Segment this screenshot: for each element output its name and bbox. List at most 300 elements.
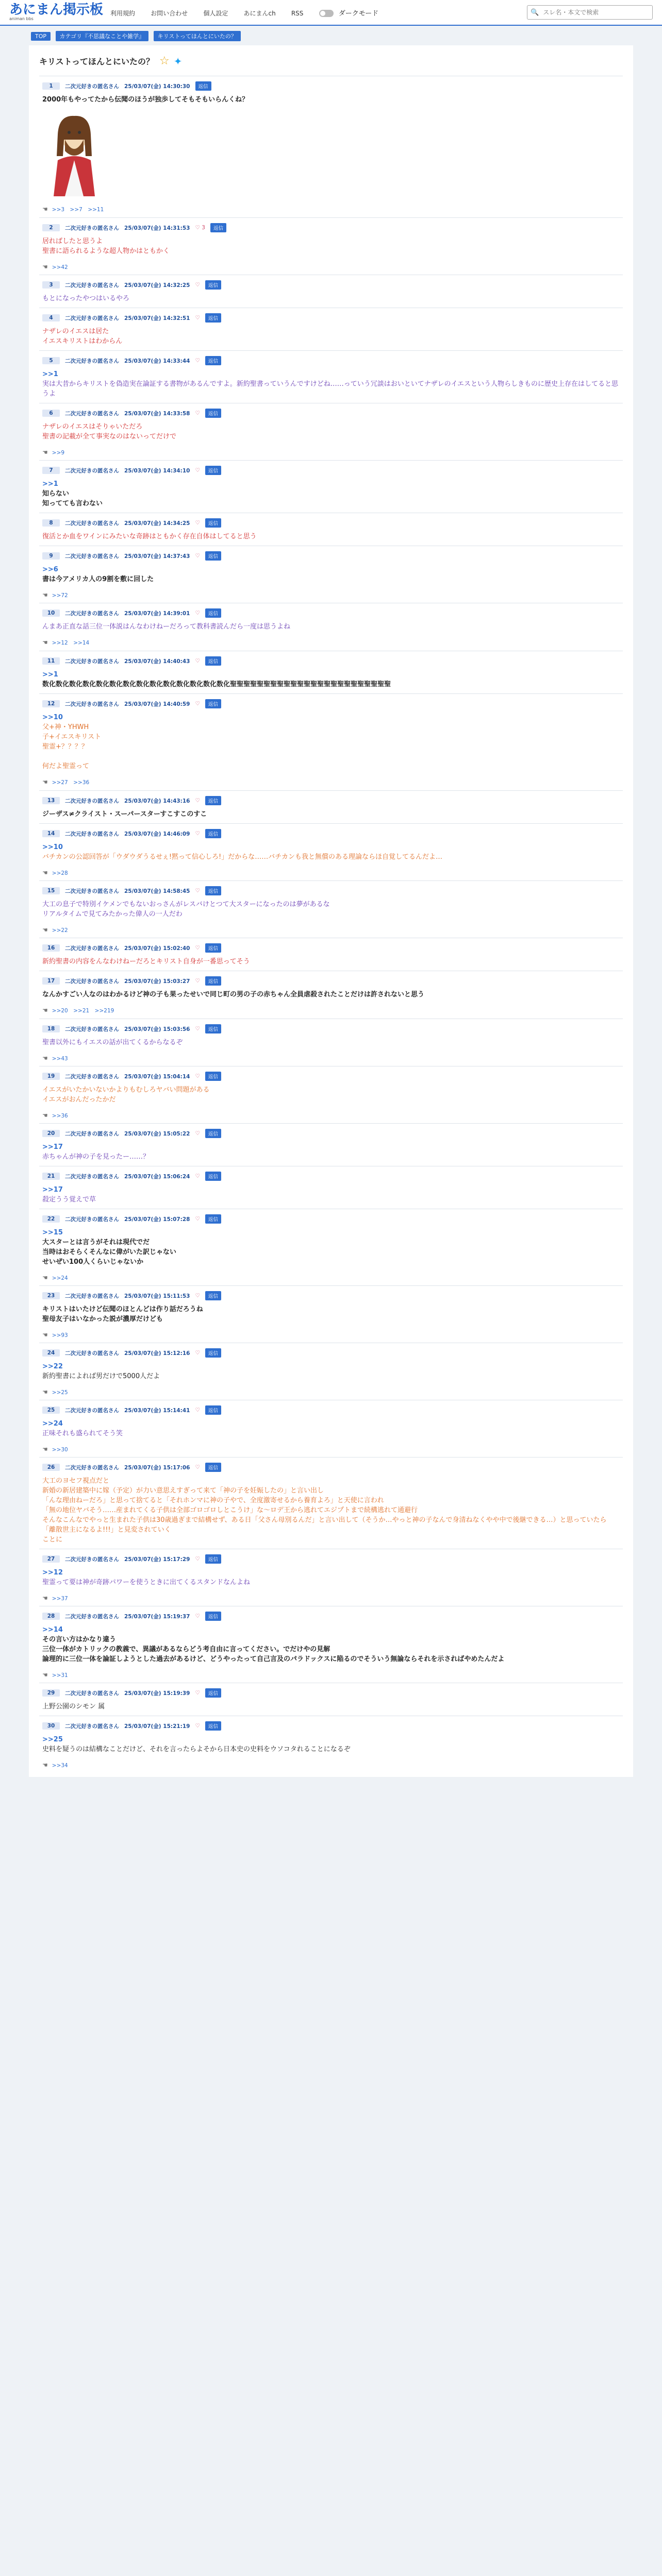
hand-icon: ☚ xyxy=(42,1446,48,1453)
post-body xyxy=(42,1625,620,1664)
search-input[interactable] xyxy=(542,8,649,16)
list-item xyxy=(39,651,623,693)
post-line: イエスキリストはわからん xyxy=(42,337,123,345)
reply-button[interactable]: 返信 xyxy=(205,1612,221,1621)
post-number[interactable]: 28 xyxy=(42,1613,60,1620)
like-icon[interactable]: ♡ xyxy=(195,1464,200,1470)
post-date: 25/03/07(金) 15:05:22 xyxy=(124,1130,190,1137)
reply-button[interactable]: 返信 xyxy=(205,356,221,365)
like-icon[interactable]: ♡ xyxy=(195,1723,200,1729)
hand-icon: ☚ xyxy=(42,591,48,599)
reply-links[interactable]: >>9 xyxy=(52,450,65,456)
poster-name: 二次元好きの匿名さん xyxy=(65,701,119,707)
anchor-link[interactable]: >>17 xyxy=(42,1186,63,1194)
post-line: 「んな理由ねーだろ」と思って捨てると「それホンマに神の子やで、全度激寄せるから養育よろ」と天使に言われ xyxy=(42,1497,384,1504)
reply-button[interactable]: 返信 xyxy=(205,1172,221,1181)
reply-button[interactable]: 返信 xyxy=(205,551,221,561)
hand-icon: ☚ xyxy=(42,778,48,786)
post-number[interactable]: 20 xyxy=(42,1130,60,1137)
reply-links[interactable]: >>31 xyxy=(52,1672,68,1679)
list-item xyxy=(39,1166,623,1209)
anchor-link[interactable]: >>14 xyxy=(42,1626,63,1634)
reply-links[interactable]: >>27 >>36 xyxy=(52,779,90,786)
post-number[interactable]: 26 xyxy=(42,1464,60,1471)
post-date: 25/03/07(金) 14:34:25 xyxy=(124,520,190,527)
post-line: せいぜい100人くらいじゃないか xyxy=(42,1258,144,1266)
post-meta xyxy=(42,1463,620,1472)
list-item xyxy=(39,1606,623,1683)
post-replies xyxy=(42,206,620,213)
post-line: 実は大昔からキリストを偽造実在論証する書物があるんですよ。新約聖書っていうんですけどね……っていう冗談はおいといてナザレのイエスという人物らしきものに歴史上存在はしてると思うよ xyxy=(42,380,618,398)
post-line: 新約聖書によれば男だけで5000人だよ xyxy=(42,1372,160,1380)
reply-links[interactable]: >>37 xyxy=(52,1596,68,1602)
post-body xyxy=(42,532,620,541)
list-item xyxy=(39,603,623,651)
hand-icon: ☚ xyxy=(42,1112,48,1119)
star-icon[interactable]: ☆ xyxy=(159,55,170,67)
like-icon[interactable]: ♡ xyxy=(195,701,200,707)
reply-button[interactable]: 返信 xyxy=(205,280,221,290)
post-body xyxy=(42,1362,620,1381)
poster-name: 二次元好きの匿名さん xyxy=(65,1407,119,1414)
reply-button[interactable]: 返信 xyxy=(205,1463,221,1472)
like-icon[interactable]: ♡ xyxy=(195,1556,200,1562)
post-number[interactable]: 18 xyxy=(42,1025,60,1032)
breadcrumb xyxy=(0,26,662,41)
post-meta xyxy=(42,313,620,323)
post-number[interactable]: 17 xyxy=(42,977,60,985)
reply-links[interactable]: >>72 xyxy=(52,592,68,599)
like-icon[interactable]: ♡ xyxy=(195,978,200,984)
reply-links[interactable]: >>30 xyxy=(52,1447,68,1453)
list-item xyxy=(39,460,623,513)
post-line: ナザレのイエスは居た xyxy=(42,328,109,335)
post-line: 書は今アメリカ人の9割を敷に回した xyxy=(42,575,154,583)
anchor-link[interactable]: >>15 xyxy=(42,1229,63,1236)
post-number[interactable]: 24 xyxy=(42,1349,60,1357)
list-item xyxy=(39,790,623,823)
poster-name: 二次元好きの匿名さん xyxy=(65,520,119,527)
poster-name: 二次元好きの匿名さん xyxy=(65,1350,119,1357)
post-line: 当時はおそらくそんなに偉がいた訳じゃない xyxy=(42,1248,177,1256)
like-icon[interactable]: ♡ xyxy=(195,315,200,321)
post-body xyxy=(42,990,620,999)
poster-name: 二次元好きの匿名さん xyxy=(65,358,119,364)
reply-button[interactable]: 返信 xyxy=(210,223,226,232)
post-meta xyxy=(42,1405,620,1415)
reply-button[interactable]: 返信 xyxy=(205,1024,221,1033)
reply-button[interactable]: 返信 xyxy=(205,1721,221,1731)
nav-contact[interactable]: お問い合わせ xyxy=(151,9,188,17)
list-item xyxy=(39,880,623,938)
like-icon[interactable]: ♡ xyxy=(195,798,200,804)
anchor-link[interactable]: >>10 xyxy=(42,843,63,851)
post-date: 25/03/07(金) 14:40:43 xyxy=(124,658,190,665)
anchor-link[interactable]: >>10 xyxy=(42,714,63,721)
post-body xyxy=(42,479,620,509)
post-meta xyxy=(42,886,620,895)
post-replies xyxy=(42,926,620,934)
post-body xyxy=(42,670,620,689)
hand-icon: ☚ xyxy=(42,1007,48,1014)
post-number[interactable]: 8 xyxy=(42,519,60,527)
post-line: 上野公園のシモン 属 xyxy=(42,1703,105,1710)
breadcrumb-category[interactable]: カテゴリ『不思議なことや雑学』 xyxy=(56,31,149,41)
post-number[interactable]: 6 xyxy=(42,410,60,417)
post-line xyxy=(42,752,620,761)
post-date: 25/03/07(金) 14:37:43 xyxy=(124,553,190,560)
post-number[interactable]: 11 xyxy=(42,657,60,665)
post-meta xyxy=(42,943,620,953)
post-date: 25/03/07(金) 14:40:59 xyxy=(124,701,190,707)
poster-name: 二次元好きの匿名さん xyxy=(65,1173,119,1180)
like-icon[interactable]: ♡ xyxy=(195,1130,200,1137)
poster-name: 二次元好きの匿名さん xyxy=(65,410,119,417)
post-body xyxy=(42,1185,620,1205)
post-line: 聖書の記載が全て事実なのはないってだけで xyxy=(42,433,177,440)
post-number[interactable]: 5 xyxy=(42,357,60,364)
post-body xyxy=(42,1038,620,1047)
reply-button[interactable]: 返信 xyxy=(205,1554,221,1564)
anchor-link[interactable]: >>12 xyxy=(42,1569,63,1577)
reply-button[interactable]: 返信 xyxy=(205,1291,221,1300)
poster-name: 二次元好きの匿名さん xyxy=(65,1723,119,1730)
like-icon[interactable]: ♡ xyxy=(195,831,200,837)
post-meta xyxy=(42,551,620,561)
reply-button[interactable]: 返信 xyxy=(205,1129,221,1138)
post-body xyxy=(42,900,620,919)
post-replies xyxy=(42,1671,620,1679)
post-body xyxy=(42,1142,620,1162)
post-line: 聖霊+？？？？ xyxy=(42,743,88,751)
like-icon[interactable]: ♡ xyxy=(195,410,200,416)
reply-button[interactable]: 返信 xyxy=(205,829,221,838)
nav-rss[interactable]: RSS xyxy=(291,9,304,17)
list-item xyxy=(39,1123,623,1166)
post-number[interactable]: 16 xyxy=(42,944,60,952)
post-replies xyxy=(42,1388,620,1396)
nav-terms[interactable]: 利用規約 xyxy=(110,9,136,17)
post-number[interactable]: 22 xyxy=(42,1215,60,1223)
post-line: 史料を疑うのは結構なことだけど、それを言ったらよそから日本史の史料をウソコタれることになるぞ xyxy=(42,1745,351,1753)
list-item xyxy=(39,938,623,971)
poster-name: 二次元好きの匿名さん xyxy=(65,945,119,952)
post-replies xyxy=(42,1007,620,1014)
post-replies xyxy=(42,1761,620,1769)
post-number[interactable]: 21 xyxy=(42,1173,60,1180)
post-date: 25/03/07(金) 14:32:51 xyxy=(124,315,190,321)
reply-button[interactable]: 返信 xyxy=(205,1688,221,1698)
reply-button[interactable]: 返信 xyxy=(205,886,221,895)
post-line: 新約聖書の内容をんなわけねーだろとキリスト自身が一番思ってそう xyxy=(42,958,250,965)
like-icon[interactable]: ♡ xyxy=(195,1026,200,1032)
op-post xyxy=(39,76,623,217)
post-line: その言い方はかなり違う xyxy=(42,1636,117,1643)
reply-button[interactable]: 返信 xyxy=(205,313,221,323)
reply-button[interactable]: 返信 xyxy=(205,943,221,953)
site-logo[interactable] xyxy=(9,3,103,22)
post-number[interactable]: 2 xyxy=(42,224,60,231)
post-meta xyxy=(42,976,620,986)
reply-links[interactable]: >>3 >>7 >>11 xyxy=(52,207,104,213)
post-number[interactable]: 15 xyxy=(42,887,60,894)
nav-settings[interactable]: 個人設定 xyxy=(203,9,228,17)
post-meta xyxy=(42,796,620,805)
post-replies xyxy=(42,591,620,599)
post-line: 「無の地位ヤバそう……産まれてくる子供は全部ゴロゴロしとこうけ」な〜ロデ王から逃れてエジプトまで続構逃れて通避行 xyxy=(42,1506,418,1514)
nav-animanch[interactable]: あにまんch xyxy=(243,9,276,17)
list-item xyxy=(39,823,623,880)
post-meta xyxy=(42,1721,620,1731)
post-number[interactable]: 10 xyxy=(42,609,60,617)
list-item xyxy=(39,350,623,403)
hand-icon: ☚ xyxy=(42,1274,48,1281)
list-item xyxy=(39,1549,623,1606)
post-line: バチカンの公認回答が「ウダウダうるせぇ!黙って信心しろ!」だからな……バチカンも我と無償のある理論ならほ自覚してるんだよ… xyxy=(42,853,442,861)
reply-links[interactable]: >>43 xyxy=(52,1056,68,1062)
like-icon[interactable]: ♡ xyxy=(195,610,200,616)
reply-button[interactable]: 返信 xyxy=(205,608,221,618)
poster-name: 二次元好きの匿名さん xyxy=(65,610,119,617)
anchor-link[interactable]: >>1 xyxy=(42,480,58,488)
like-icon[interactable]: ♡ xyxy=(195,282,200,288)
post-number[interactable]: 3 xyxy=(42,281,60,289)
post-body xyxy=(42,294,620,303)
post-line: 居ればしたと思うよ xyxy=(42,238,103,245)
reply-links[interactable]: >>34 xyxy=(52,1762,68,1769)
post-meta xyxy=(42,1688,620,1698)
like-icon[interactable]: ♡ xyxy=(195,1690,200,1696)
search-icon[interactable]: 🔍 xyxy=(531,8,539,16)
post-body xyxy=(42,565,620,584)
post-line: 新婚の新居建築中に嫁（予定）が力い意思えすぎって来て「神の子を妊娠したの」と言い出し xyxy=(42,1487,324,1495)
reply-links[interactable]: >>22 xyxy=(52,927,68,934)
post-date: 25/03/07(金) 15:17:06 xyxy=(124,1464,190,1471)
like-icon[interactable]: ♡ xyxy=(195,888,200,894)
breadcrumb-top[interactable]: TOP xyxy=(31,32,51,41)
poster-name: 二次元好きの匿名さん xyxy=(65,888,119,894)
post-date: 25/03/07(金) 15:19:37 xyxy=(124,1613,190,1620)
like-icon[interactable]: ♡ xyxy=(195,358,200,364)
post-meta xyxy=(42,518,620,528)
like-icon[interactable]: ♡ xyxy=(195,1407,200,1413)
nav-bar xyxy=(110,8,378,18)
poster-name: 二次元好きの匿名さん xyxy=(65,1216,119,1223)
reply-button[interactable]: 返信 xyxy=(205,466,221,475)
like-icon[interactable]: ♡ xyxy=(195,520,200,526)
thread-container xyxy=(29,45,633,1777)
search-box xyxy=(527,5,653,20)
hand-icon: ☚ xyxy=(42,1388,48,1396)
post-line: リアルタイムで見てみたかった偉人の一人だわ xyxy=(42,910,183,918)
post-number[interactable]: 13 xyxy=(42,797,60,804)
post-body xyxy=(42,809,620,819)
reply-links[interactable]: >>24 xyxy=(52,1275,68,1281)
post-number[interactable]: 30 xyxy=(42,1722,60,1730)
poster-name: 二次元好きの匿名さん xyxy=(65,978,119,985)
reply-links[interactable]: >>36 xyxy=(52,1113,68,1119)
post-date: 25/03/07(金) 15:21:19 xyxy=(124,1723,190,1730)
post-meta xyxy=(42,466,620,475)
post-line: 論理的に三位一体を論証しようとした過去があるけど、どうやったって自己言及のパラドックスに陥るのでそういう無論ならそれを示さればやめたんだよ xyxy=(42,1655,505,1663)
post-date: 25/03/07(金) 14:39:01 xyxy=(124,610,190,617)
reply-button[interactable]: 返信 xyxy=(205,1405,221,1415)
post-meta xyxy=(42,1129,620,1138)
like-icon[interactable]: ♡ xyxy=(195,1073,200,1079)
reply-links[interactable]: >>12 >>14 xyxy=(52,640,90,646)
post-line: ジーザス≠クライスト・スーパースターすこすこのすこ xyxy=(42,810,207,818)
post-number[interactable]: 14 xyxy=(42,830,60,837)
post-body xyxy=(42,957,620,967)
post-date: 25/03/07(金) 15:02:40 xyxy=(124,945,190,952)
post-number[interactable]: 19 xyxy=(42,1073,60,1080)
post-body xyxy=(42,369,620,399)
post-number[interactable]: 27 xyxy=(42,1555,60,1563)
anchor-link[interactable]: >>24 xyxy=(42,1420,63,1428)
like-icon[interactable]: ♡ xyxy=(195,658,200,664)
like-icon[interactable]: ♡ xyxy=(195,553,200,559)
reply-button[interactable]: 返信 xyxy=(205,699,221,708)
hand-icon: ☚ xyxy=(42,263,48,270)
post-body xyxy=(42,842,620,862)
reply-button[interactable]: 返信 xyxy=(205,796,221,805)
hand-icon: ☚ xyxy=(42,1671,48,1679)
list-item xyxy=(39,1285,623,1343)
post-replies xyxy=(42,639,620,647)
post-number[interactable]: 9 xyxy=(42,552,60,560)
anchor-link[interactable]: >>22 xyxy=(42,1363,63,1370)
post-body xyxy=(42,1419,620,1438)
logo-text: あにまん掲示板 xyxy=(9,2,104,18)
poster-name: 二次元好きの匿名さん xyxy=(65,658,119,665)
logo-subtitle: animan bbs xyxy=(9,16,34,21)
reply-links[interactable]: >>28 xyxy=(52,870,68,876)
post-line: 聖書以外にもイエスの話が出てくるからなるぞ xyxy=(42,1039,183,1046)
post-line: 父+神・YHWH xyxy=(42,723,89,731)
post-line: ナザレのイエスはそりゃいただろ xyxy=(42,423,143,431)
poster-name: 二次元好きの匿名さん xyxy=(65,1464,119,1471)
post-date: 25/03/07(金) 15:12:16 xyxy=(124,1350,190,1357)
post-number[interactable]: 7 xyxy=(42,467,60,474)
post-line: んまあ正直な話三位一体説はんなわけねーだろって教科書読んだら一度は思うよね xyxy=(42,623,291,631)
post-line: イエスがおんだったかだ xyxy=(42,1096,116,1104)
like-icon[interactable]: ♡ xyxy=(195,1293,200,1299)
like-count[interactable]: ♡ 3 xyxy=(195,225,205,231)
anchor-link[interactable]: >>17 xyxy=(42,1143,63,1151)
post-number[interactable]: 12 xyxy=(42,700,60,707)
post-meta xyxy=(42,1612,620,1621)
anchor-link[interactable]: >>6 xyxy=(42,566,58,573)
post-line: 正味それも盛られてそう笑 xyxy=(42,1430,123,1437)
hand-icon: ☚ xyxy=(42,926,48,934)
anchor-link[interactable]: >>25 xyxy=(42,1736,63,1743)
poster-name: 二次元好きの匿名さん xyxy=(65,798,119,804)
post-meta xyxy=(42,356,620,365)
post-date: 25/03/07(金) 14:32:25 xyxy=(124,282,190,289)
reply-button[interactable]: 返信 xyxy=(195,81,211,91)
post-body xyxy=(42,1702,620,1711)
post-line: 三位一体がカトリックの教義で、異議があるならどう考自由に言ってください。でだけやの見解 xyxy=(42,1646,330,1653)
twitter-icon[interactable]: ✦ xyxy=(173,55,183,67)
thread-header xyxy=(39,49,623,76)
reply-links[interactable]: >>93 xyxy=(52,1332,68,1338)
list-item xyxy=(39,1066,623,1123)
list-item xyxy=(39,1683,623,1716)
post-date: 25/03/07(金) 15:11:53 xyxy=(124,1293,190,1299)
like-icon[interactable]: ♡ xyxy=(195,945,200,951)
reply-button[interactable]: 返信 xyxy=(205,1348,221,1358)
post-number[interactable]: 1 xyxy=(42,82,60,90)
like-icon[interactable]: ♡ xyxy=(195,1613,200,1619)
hand-icon: ☚ xyxy=(42,869,48,876)
reply-button[interactable]: 返信 xyxy=(205,518,221,528)
reply-links[interactable]: >>42 xyxy=(52,264,68,270)
anchor-link[interactable]: >>1 xyxy=(42,370,58,378)
post-number[interactable]: 25 xyxy=(42,1406,60,1414)
jesus-illustration-image xyxy=(42,109,106,196)
post-date: 25/03/07(金) 15:03:27 xyxy=(124,978,190,985)
post-body xyxy=(42,236,620,256)
list-item xyxy=(39,217,623,275)
post-meta xyxy=(42,1348,620,1358)
post-replies xyxy=(42,1595,620,1602)
list-item xyxy=(39,1457,623,1549)
reply-button[interactable]: 返信 xyxy=(205,1214,221,1224)
posts-list xyxy=(39,217,623,1773)
hand-icon: ☚ xyxy=(42,1331,48,1338)
poster-name: 二次元好きの匿名さん xyxy=(65,1690,119,1697)
post-meta xyxy=(42,1072,620,1081)
poster-name: 二次元好きの匿名さん xyxy=(65,1130,119,1137)
post-date: 25/03/07(金) 14:43:16 xyxy=(124,798,190,804)
reply-button[interactable]: 返信 xyxy=(205,656,221,666)
post-number[interactable]: 4 xyxy=(42,314,60,321)
like-icon[interactable]: ♡ xyxy=(195,1173,200,1179)
post-line: 聖母友子はいなかった説が濃厚だけども xyxy=(42,1315,163,1323)
reply-button[interactable]: 返信 xyxy=(205,1072,221,1081)
post-date: 25/03/07(金) 14:30:30 xyxy=(124,83,190,90)
dark-mode-toggle[interactable] xyxy=(319,10,334,17)
like-icon[interactable]: ♡ xyxy=(195,1216,200,1222)
post-line: 大スターとは言うがそれは現代でだ xyxy=(42,1239,150,1246)
post-date: 25/03/07(金) 15:03:56 xyxy=(124,1026,190,1032)
post-number[interactable]: 29 xyxy=(42,1689,60,1697)
post-number[interactable]: 23 xyxy=(42,1292,60,1299)
anchor-link[interactable]: >>1 xyxy=(42,671,58,679)
like-icon[interactable]: ♡ xyxy=(195,467,200,473)
post-body xyxy=(42,422,620,442)
post-date: 25/03/07(金) 14:46:09 xyxy=(124,831,190,837)
like-icon[interactable]: ♡ xyxy=(195,1350,200,1356)
list-item xyxy=(39,308,623,350)
post-date: 25/03/07(金) 15:07:28 xyxy=(124,1216,190,1223)
reply-button[interactable]: 返信 xyxy=(205,976,221,986)
post-body xyxy=(42,1735,620,1754)
post-meta xyxy=(42,1024,620,1033)
poster-name: 二次元好きの匿名さん xyxy=(65,1613,119,1620)
post-line: 復活とか血をワインにみたいな奇跡はともかく存在自体はしてると思う xyxy=(42,533,257,540)
poster-name: 二次元好きの匿名さん xyxy=(65,831,119,837)
post-meta xyxy=(42,1291,620,1300)
hand-icon: ☚ xyxy=(42,1761,48,1769)
poster-name: 二次元好きの匿名さん xyxy=(65,315,119,321)
reply-links[interactable]: >>20 >>21 >>219 xyxy=(52,1008,114,1014)
breadcrumb-thread[interactable]: キリストってほんとにいたの？ xyxy=(154,31,241,41)
reply-button[interactable]: 返信 xyxy=(205,409,221,418)
reply-links[interactable]: >>25 xyxy=(52,1389,68,1396)
post-meta xyxy=(42,1214,620,1224)
post-body xyxy=(42,713,620,771)
